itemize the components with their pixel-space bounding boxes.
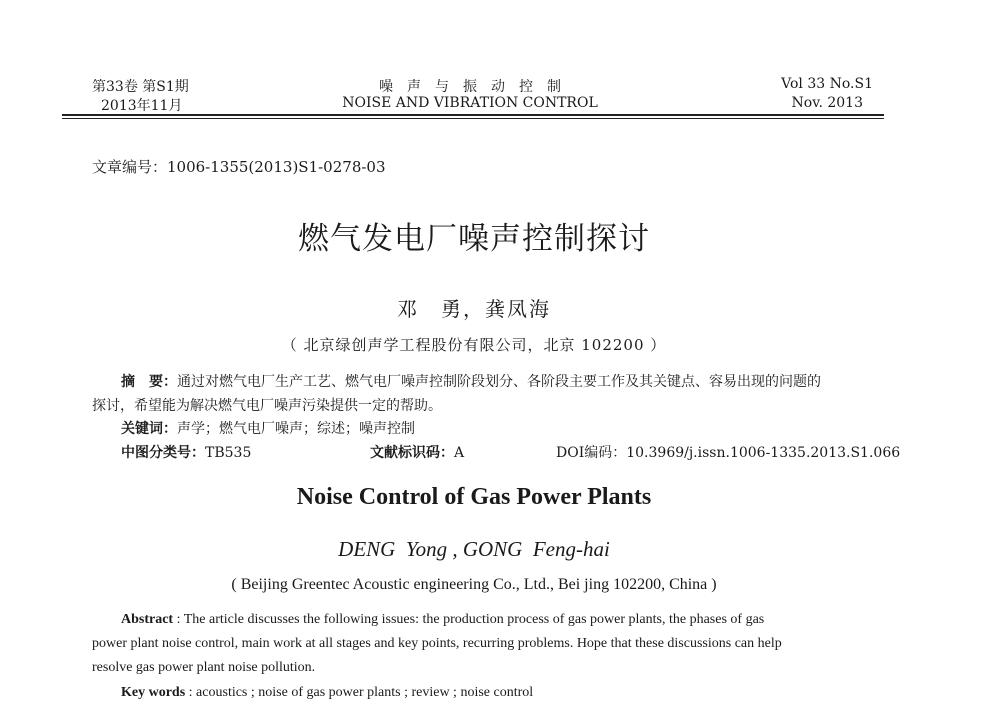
keywords-en — [121, 685, 533, 701]
abstract-zh-label: 摘 要： — [121, 374, 177, 390]
abstract-en-text-3: resolve gas power plant noise pollution. — [92, 660, 316, 675]
authors-zh: 邓 勇，龚凤海 — [397, 297, 551, 321]
doc-code-label: 文献标识码： — [370, 445, 454, 461]
abstract-en-text-2: power plant noise control, main work at all stages and key points, recurring problems. Hope that these discussions can help — [92, 636, 782, 651]
doc-code-value: A — [454, 445, 465, 461]
header-rule-thin — [62, 118, 884, 119]
journal-date-en: Nov. 2013 — [791, 95, 863, 111]
journal-name-zh: 噪 声 与 振 动 控 制 — [379, 79, 561, 95]
keywords-zh-text: 声学；燃气电厂噪声；综述；噪声控制 — [177, 421, 415, 437]
authors-en: DENG Yong , GONG Feng-hai — [338, 537, 610, 561]
abstract-zh-text-1: 通过对燃气电厂生产工艺、燃气电厂噪声控制阶段划分、各阶段主要工作及其关键点、容易出现的问题的 — [177, 374, 821, 390]
journal-volume-en: Vol 33 No.S1 — [781, 76, 873, 92]
document-code — [370, 442, 464, 462]
affiliation-zh: （ 北京绿创声学工程股份有限公司，北京 102200 ） — [281, 336, 667, 354]
article-number: 文章编号：1006-1355(2013)S1-0278-03 — [92, 158, 386, 176]
abstract-en-label: Abstract — [121, 612, 174, 627]
title-en: Noise Control of Gas Power Plants — [296, 484, 652, 510]
journal-date-zh: 2013年11月 — [101, 98, 183, 114]
abstract-en-line1 — [121, 612, 764, 628]
clc-label: 中图分类号： — [121, 445, 205, 461]
abstract-zh-line1 — [121, 371, 821, 391]
journal-issue-zh: 第33卷 第S1期 — [92, 79, 189, 95]
abstract-en-text-1: : The article discusses the following issues: the production process of gas power plants, the phases of gas — [173, 612, 765, 627]
keywords-en-label: Key words — [121, 685, 186, 700]
journal-name-en: NOISE AND VIBRATION CONTROL — [342, 95, 598, 111]
keywords-zh — [121, 418, 415, 438]
doi-label: DOI编码： — [556, 445, 627, 461]
keywords-en-text: : acoustics ; noise of gas power plants ; review ; noise control — [185, 685, 534, 700]
header-rule-thick — [62, 114, 884, 116]
doi — [556, 442, 900, 462]
doi-value: 10.3969/j.issn.1006-1335.2013.S1.066 — [626, 445, 901, 461]
title-zh: 燃气发电厂噪声控制探讨 — [298, 221, 650, 257]
clc-number — [121, 442, 251, 462]
affiliation-en: ( Beijing Greentec Acoustic engineering Co., Ltd., Bei jing 102200, China ) — [231, 576, 717, 593]
clc-value: TB535 — [205, 445, 252, 461]
abstract-zh-text-2: 探讨，希望能为解决燃气电厂噪声污染提供一定的帮助。 — [92, 398, 442, 414]
keywords-zh-label: 关键词： — [121, 421, 177, 437]
